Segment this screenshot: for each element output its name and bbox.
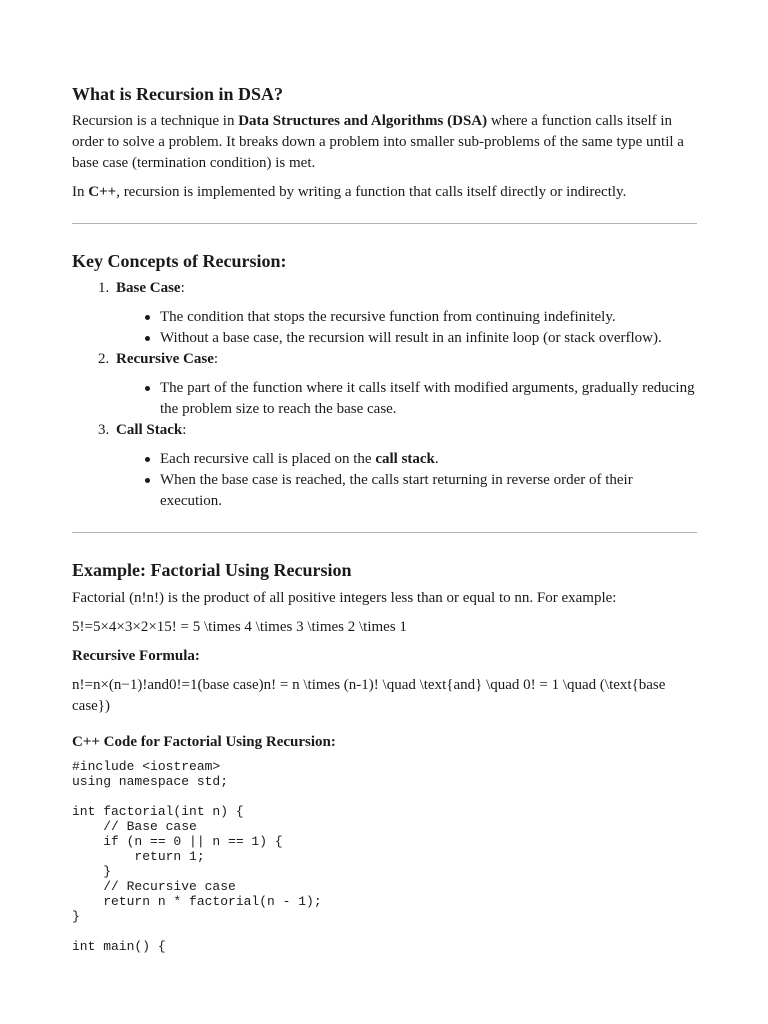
recursive-formula-heading: Recursive Formula: bbox=[72, 648, 200, 664]
call-stack-bold-term: call stack bbox=[375, 451, 435, 467]
list-number: 3. bbox=[98, 422, 110, 438]
cpp-code-heading: C++ Code for Factorial Using Recursion: bbox=[72, 734, 336, 750]
document-page bbox=[72, 82, 697, 954]
concept-item-recursive-case: 2. Recursive Case: bbox=[72, 349, 697, 370]
list-item: The condition that stops the recursive function from continuing indefinitely. bbox=[72, 307, 697, 328]
concept-title: Call Stack bbox=[116, 422, 183, 438]
factorial-example-math: 5!=5×4×3×2×15! = 5 \times 4 \times 3 \times 2 \times 1 bbox=[72, 619, 407, 635]
list-item: Without a base case, the recursion will result in an infinite loop (or stack overflow). bbox=[72, 328, 697, 349]
divider bbox=[72, 532, 697, 533]
concept-item-base-case: 1. Base Case: bbox=[72, 278, 697, 299]
concept-item-call-stack: 3. Call Stack: bbox=[72, 420, 697, 441]
intro-paragraph: Recursion is a technique in Data Structures and Algorithms (DSA) where a function calls itself in order to solve a problem. It breaks down a problem into smaller sub-problems of the same type until a base case (termination condition) is met. bbox=[72, 113, 684, 171]
bullet-list bbox=[72, 378, 697, 420]
concept-title: Base Case bbox=[116, 280, 181, 296]
bullet-list bbox=[72, 307, 697, 349]
dsa-bold-term: Data Structures and Algorithms (DSA) bbox=[238, 113, 488, 129]
list-number: 2. bbox=[98, 351, 110, 367]
list-item: Each recursive call is placed on the call stack. bbox=[72, 449, 697, 470]
section-heading-key-concepts: Key Concepts of Recursion: bbox=[72, 251, 287, 271]
list-item: The part of the function where it calls itself with modified arguments, gradually reducing the problem size to reach the base case. bbox=[72, 378, 697, 420]
cpp-paragraph: In C++, recursion is implemented by writing a function that calls itself directly or indirectly. bbox=[72, 184, 627, 200]
factorial-paragraph: Factorial (n!n!) is the product of all positive integers less than or equal to nn. For example: bbox=[72, 590, 617, 606]
cpp-bold-term: C++ bbox=[88, 184, 117, 200]
code-block: #include <iostream> using namespace std; int factorial(int n) { // Base case if (n == 0 || n == 1) { return 1; } // Recursive case return n * factorial(n - 1); } int main() { bbox=[72, 759, 322, 954]
divider bbox=[72, 223, 697, 224]
bullet-list bbox=[72, 449, 697, 512]
list-item: When the base case is reached, the calls start returning in reverse order of their execution. bbox=[72, 470, 697, 512]
concept-title: Recursive Case bbox=[116, 351, 214, 367]
section-heading-factorial-example: Example: Factorial Using Recursion bbox=[72, 560, 352, 580]
section-heading-what-is-recursion: What is Recursion in DSA? bbox=[72, 84, 284, 104]
recursive-formula-math: n!=n×(n−1)!and0!=1(base case)n! = n \times (n-1)! \quad \text{and} \quad 0! = 1 \quad (\text{base case}) bbox=[72, 677, 666, 714]
list-number: 1. bbox=[98, 280, 110, 296]
